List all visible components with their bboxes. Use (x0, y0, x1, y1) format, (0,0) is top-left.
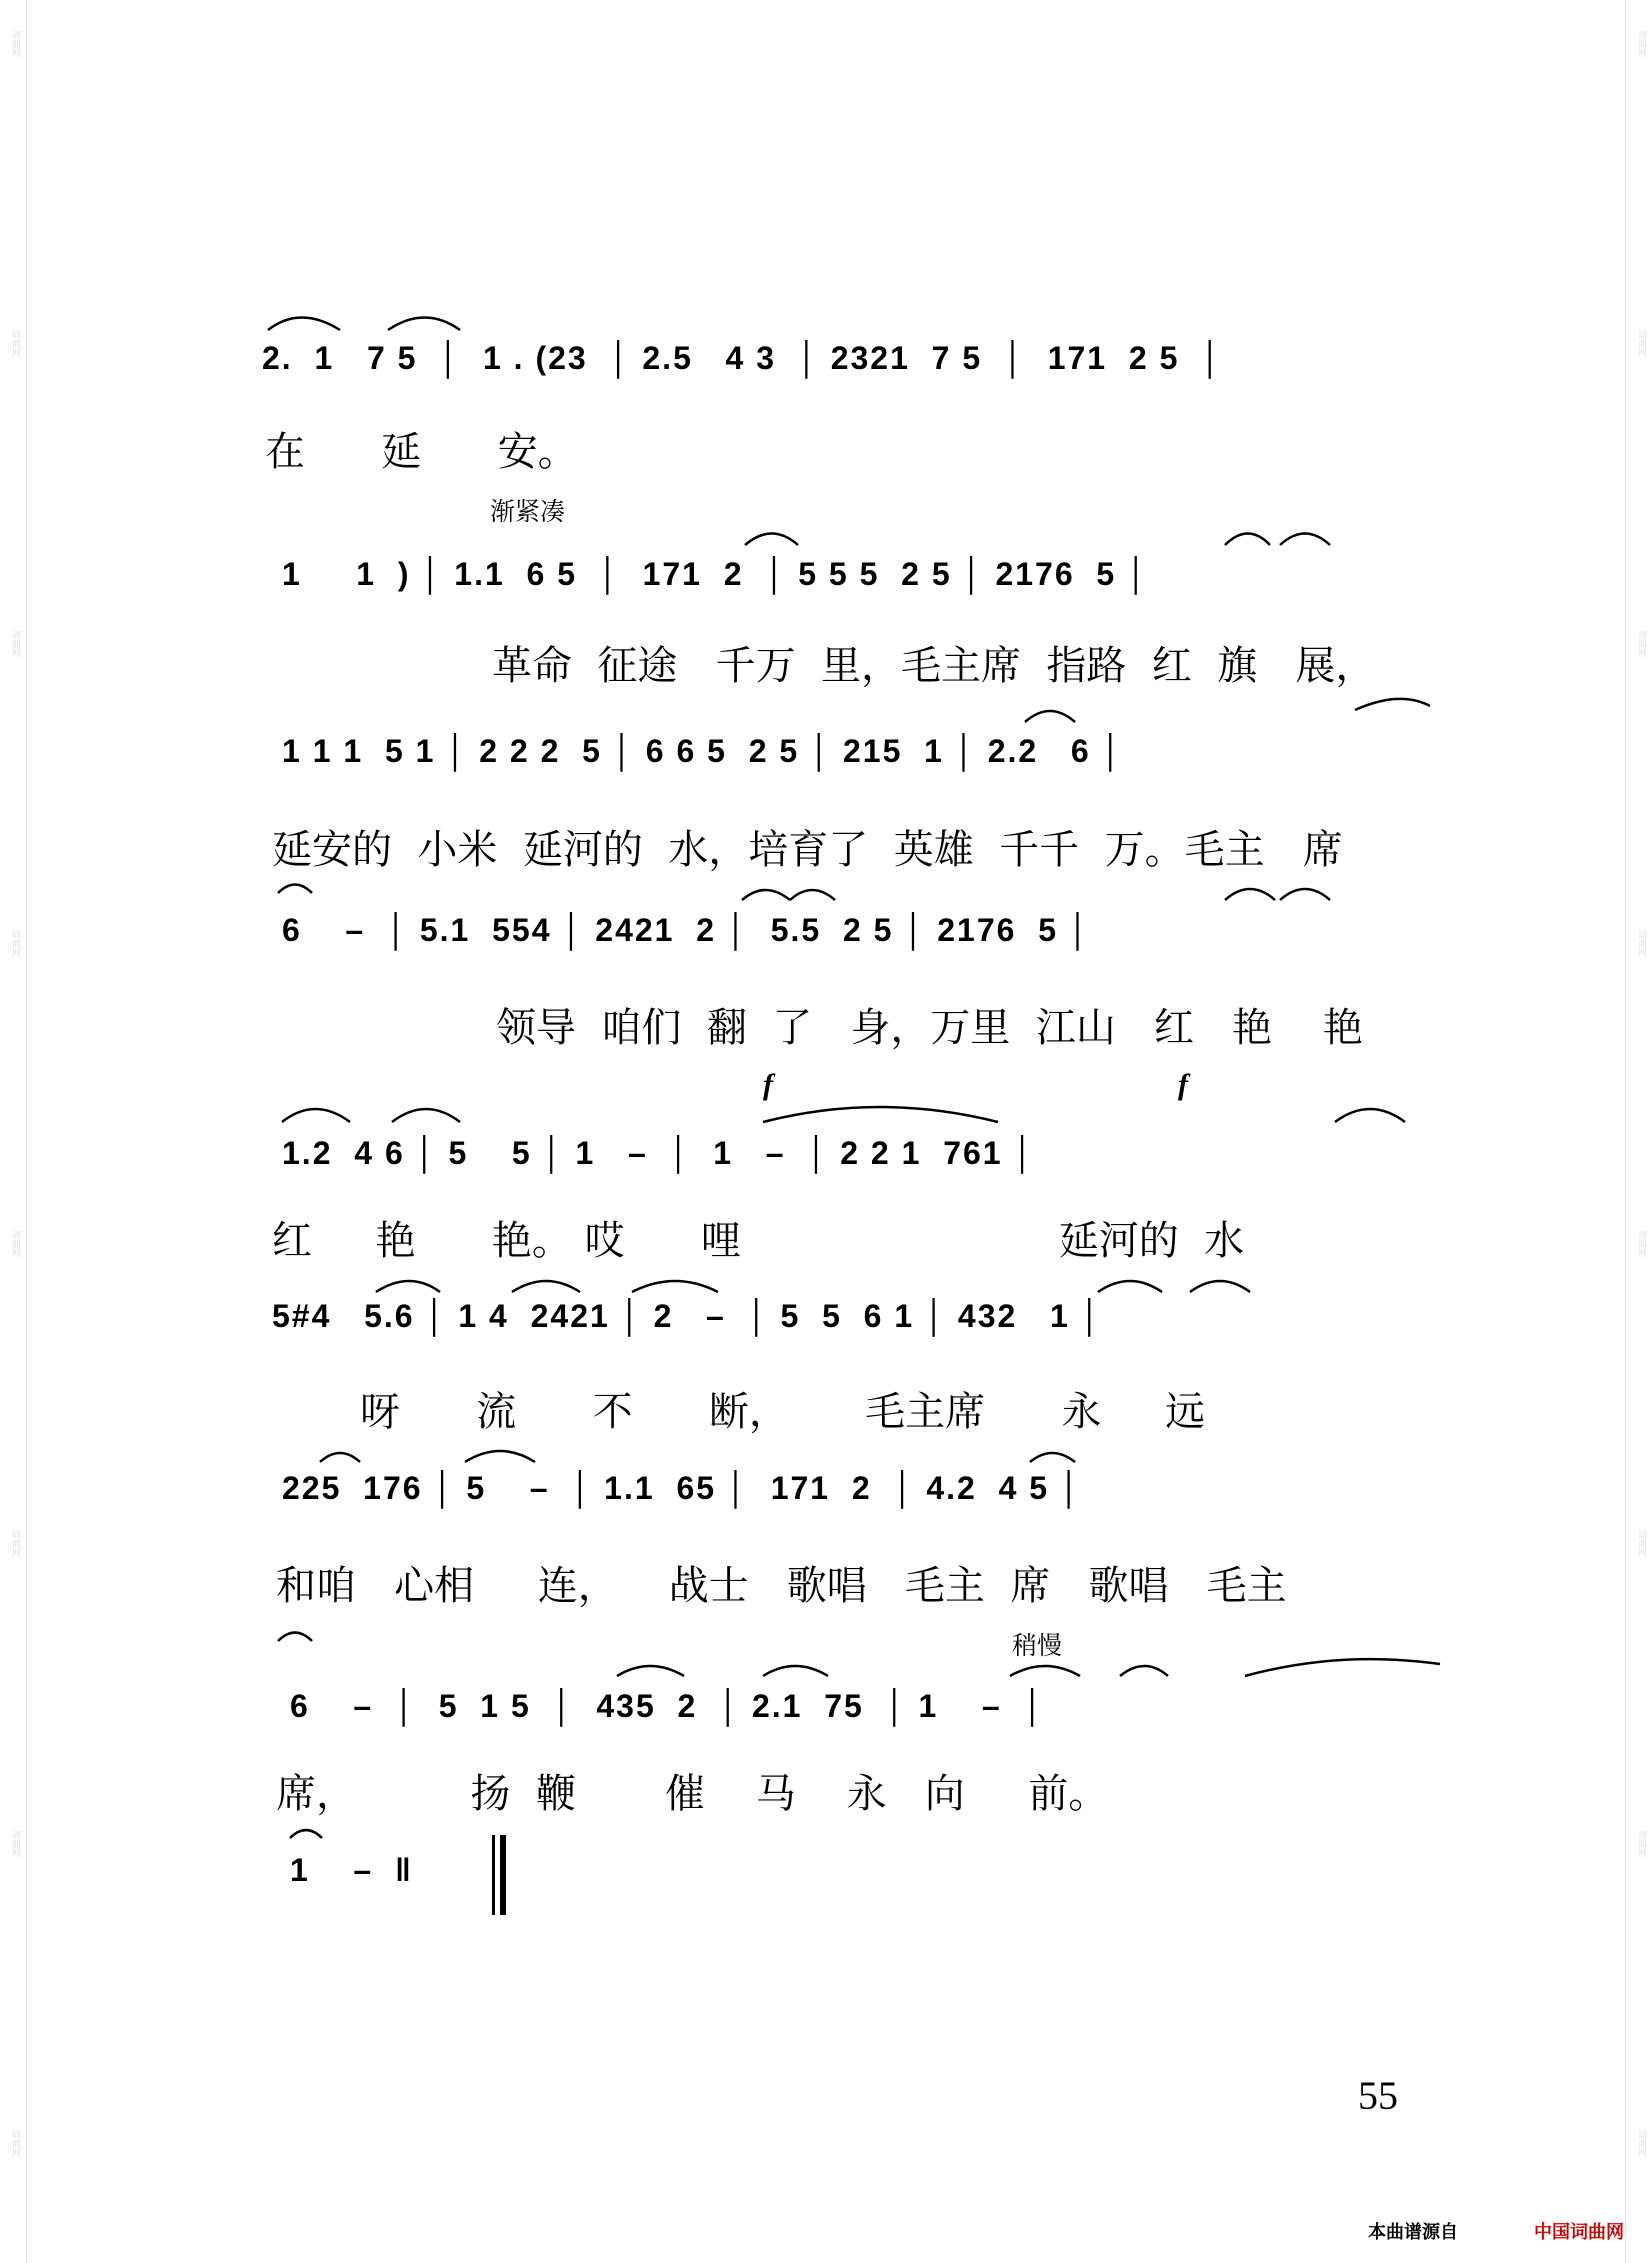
lyric-line: 革命 征途 千万 里，毛主席 指路 红 旗 展， (492, 643, 1376, 689)
watermark-text: 词曲网 (1636, 30, 1646, 57)
lyric-line: 和咱 心相 连， 战士 歌唱 毛主 席 歌唱 毛主 (276, 1563, 1287, 1609)
watermark-text: 词曲网 (10, 630, 20, 657)
watermark-text: 词曲网 (10, 1530, 20, 1557)
lyric-line: 延安的 小米 延河的 水，培育了 英雄 千千 万。毛主 席 (272, 827, 1343, 873)
watermark-text: 词曲网 (10, 30, 20, 57)
dynamic-marking: f (1178, 1068, 1188, 1101)
notation-line: 225 176 │ 5 – │ 1.1 65 │ 171 2 │ 4.2 4 5 │ (282, 1470, 1082, 1506)
notation-line: 1 1 ) │ 1.1 6 5 │ 171 2 │ 5 5 5 2 5 │ 2176 5 │ (282, 556, 1150, 592)
footer-site-name: 中国词曲网 (1534, 2222, 1624, 2243)
tempo-marking: 稍慢 (1012, 1631, 1063, 1660)
lyric-line: 红 艳 艳。 哎 哩 延河的 水 (272, 1218, 1245, 1264)
notation-line: 6 – │ 5 1 5 │ 435 2 │ 2.1 75 │ 1 – │ (290, 1688, 1046, 1724)
notation-line: 1.2 4 6 │ 5 5 │ 1 – │ 1 – │ 2 2 1 761 │ (282, 1135, 1036, 1171)
footer-source-label: 本曲谱源自 (1368, 2222, 1458, 2243)
notation-line: 1 – ‖ (290, 1852, 413, 1888)
notation-line: 2. 1 7 5 │ 1 . (23 │ 2.5 4 3 │ 2321 7 5 │ 171 2 5 │ (262, 340, 1224, 376)
notation-line: 6 – │ 5.1 554 │ 2421 2 │ 5.5 2 5 │ 2176 5 │ (282, 912, 1091, 948)
watermark-text: 词曲网 (10, 330, 20, 357)
tempo-marking: 渐紧凑 (490, 497, 566, 526)
watermark-text: 词曲网 (10, 930, 20, 957)
watermark-text: 词曲网 (10, 1830, 20, 1857)
lyric-line: 呀 流 不 断， 毛主席 永 远 (360, 1389, 1206, 1435)
watermark-text: 词曲网 (1636, 1230, 1646, 1257)
watermark-text: 词曲网 (10, 2130, 20, 2157)
page-number: 55 (1358, 2073, 1398, 2118)
watermark-text: 词曲网 (1636, 1830, 1646, 1857)
lyric-line: 在 延 安。 (265, 429, 578, 475)
dynamic-marking: f (763, 1068, 773, 1101)
watermark-text: 词曲网 (1636, 1530, 1646, 1557)
lyric-line: 席， 扬 鞭 催 马 永 向 前。 (276, 1771, 1109, 1817)
lyric-line: 领导 咱们 翻 了 身，万里 江山 红 艳 艳 (496, 1005, 1364, 1051)
notation-line: 1 1 1 5 1 │ 2 2 2 5 │ 6 6 5 2 5 │ 215 1 │ 2.2 6 │ (282, 733, 1124, 769)
watermark-text: 词曲网 (10, 1230, 20, 1257)
notation-line: 5#4 5.6 │ 1 4 2421 │ 2 – │ 5 5 6 1 │ 432 1 │ (272, 1298, 1103, 1334)
watermark-text: 词曲网 (1636, 630, 1646, 657)
watermark-text: 词曲网 (1636, 330, 1646, 357)
watermark-text: 词曲网 (1636, 930, 1646, 957)
watermark-text: 词曲网 (1636, 2130, 1646, 2157)
